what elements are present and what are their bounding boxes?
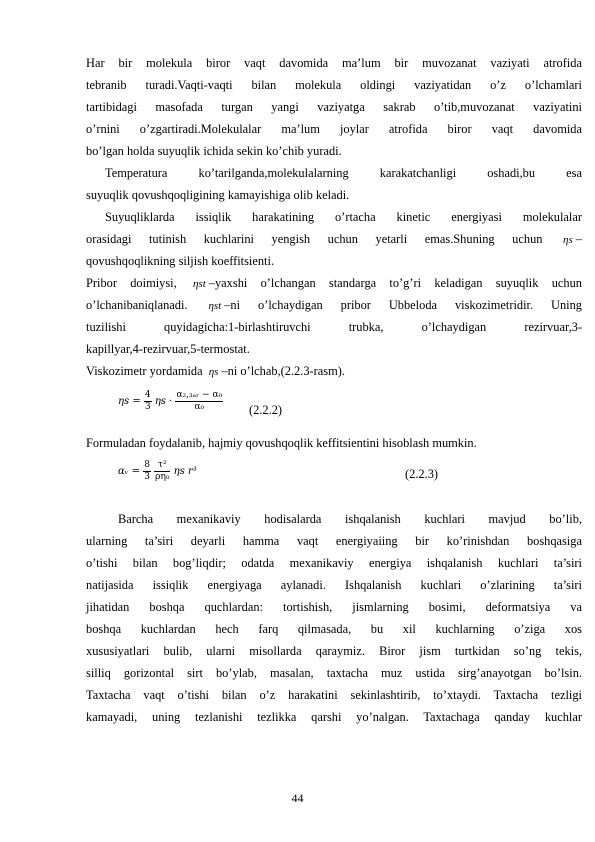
coef-denominator: 3: [144, 402, 151, 412]
text-fragment: Pribor doimiysi,: [86, 276, 177, 290]
formula-fraction: [175, 390, 223, 413]
coef-numerator: 4: [144, 390, 151, 400]
paragraph-line: Taxtacha vaqt o’tishi bilan o’z harakatini sekinlashtirib, to’xtaydi. Taxtacha tezligi: [86, 688, 582, 702]
text-fragment: –ni o’lchab,(2.2.3-rasm).: [221, 364, 345, 378]
paragraph-line: tebranib turadi.Vaqti-vaqti bilan molekula oldingi vaziyatidan o’z o’lchamlari: [86, 78, 582, 92]
paragraph-line: Temperatura ko’tarilganda,molekulalarning karakatchanligi oshadi,bu esa: [105, 166, 582, 180]
paragraph-line: [86, 360, 582, 383]
paragraph-line: silliq gorizontal sirt bo’ylab, masalan, taxtacha muz ustida sirg’anayotgan bo’lsin.: [86, 666, 582, 680]
coef-numerator: 8: [144, 460, 150, 470]
paragraph-line: kamayadi, uning tezlanishi tezlikka qarshi yo’nalgan. Taxtachaga qanday kuchlar: [86, 710, 582, 724]
paragraph-line: boshqa kuchlardan hech farq qilmasada, bu xil kuchlarning o’ziga xos: [86, 622, 582, 636]
paragraph-line: o’rnini o’zgartiradi.Molekulalar ma’lum joylar atrofida biror vaqt davomida: [86, 122, 582, 136]
eta-st-symbol: ηst: [192, 278, 206, 290]
text-fragment: orasidagi tutinish kuchlarini yengish uchun yetarli emas.Shuning uchun: [86, 232, 543, 246]
paragraph-line: [86, 228, 582, 251]
text-fragment: o’lchanibaniqlanadi.: [86, 298, 188, 312]
paragraph-line: ularning ta’siri deyarli hamma vaqt energiyaiing bir ko’rinishdan boshqasiga: [86, 534, 582, 548]
paragraph-line: o’tishi bilan bog’liqdir; odatda mexanikaviy energiya ishqalanish kuchlari ta’siri: [86, 556, 582, 570]
text-fragment: –ni o’lchaydigan pribor Ubbeloda viskozimetridir. Uning: [224, 298, 582, 312]
text-fragment: Viskozimetr yordamida: [86, 364, 203, 378]
paragraph-line: kapillyar,4-rezirvuar,5-termostat.: [86, 342, 250, 356]
formula-2-2-3: [118, 460, 197, 483]
coef-denominator: 3: [144, 472, 150, 482]
paragraph-line: xususiyatlari bulib, ularni misollarda qaraymiz. Biror jism turtkidan so’ng tekis,: [86, 644, 582, 658]
formula-lhs: αᵥ: [118, 466, 129, 477]
text-fragment: –: [575, 232, 582, 246]
equation-number: (2.2.2): [249, 403, 283, 417]
paragraph-line: [86, 272, 582, 295]
paragraph-line: suyuqlik qovushqoqligining kamayishiga olib keladi.: [86, 188, 350, 202]
fraction-denominator: ρη₀: [155, 472, 170, 482]
fraction-numerator: τ²: [154, 460, 170, 472]
paragraph-line: jihatidan boshqa quchlardan: tortishish, jismlarning bosimi, deformatsiya va: [86, 600, 582, 614]
paragraph-line: Har bir molekula biror vaqt davomida ma’lum bir muvozanat vaziyati atrofida: [86, 56, 582, 70]
formula-equals: =: [131, 466, 141, 477]
text-fragment: –yaxshi o’lchangan standarga to’g’ri keladigan suyuqlik uchun: [208, 276, 582, 290]
fraction-numerator: α₂,₃ₐᵣ − α₀: [176, 390, 223, 400]
fraction-denominator: α₀: [194, 402, 205, 412]
eta-s-symbol: ηs: [563, 234, 573, 246]
formula-coefficient: [143, 460, 151, 483]
formula-equals: =: [132, 396, 141, 407]
eta-s-symbol: ηs: [208, 366, 219, 378]
paragraph-line: [86, 294, 582, 317]
formula-2-2-2: [118, 390, 223, 413]
paragraph-line: tuzilishi quyidagicha:1-birlashtiruvchi trubka, o’lchaydigan rezirvuar,3-: [86, 320, 582, 334]
paragraph-line: Formuladan foydalanib, hajmiy qovushqoqlik keffitsientini hisoblash mumkin.: [86, 436, 477, 450]
paragraph-line: bo’lgan holda suyuqlik ichida sekin ko’chib yuradi.: [86, 144, 342, 158]
equation-number: (2.2.3): [405, 467, 439, 481]
formula-fraction: [154, 460, 170, 483]
formula-coefficient: [144, 390, 152, 413]
page-number: 44: [291, 791, 304, 805]
formula-tail: ηs r³: [173, 466, 197, 477]
paragraph-line: Barcha mexanikaviy hodisalarda ishqalanish kuchlari mavjud bo’lib,: [118, 512, 582, 526]
formula-lhs: ηs: [118, 396, 130, 407]
paragraph-line: natijasida issiqlik energiyaga aylanadi. Ishqalanish kuchlari o’zlarining ta’siri: [86, 578, 582, 592]
formula-mid: ηs ·: [154, 396, 173, 407]
eta-st-symbol: ηst: [208, 300, 222, 312]
paragraph-line: Suyuqliklarda issiqlik harakatining o’rtacha kinetic energiyasi molekulalar: [105, 210, 582, 224]
paragraph-line: qovushqoqlikning siljish koeffitsienti.: [86, 254, 275, 268]
paragraph-line: tartibidagi masofada turgan yangi vaziyatga sakrab o’tib,muvozanat vaziyatini: [86, 100, 582, 114]
